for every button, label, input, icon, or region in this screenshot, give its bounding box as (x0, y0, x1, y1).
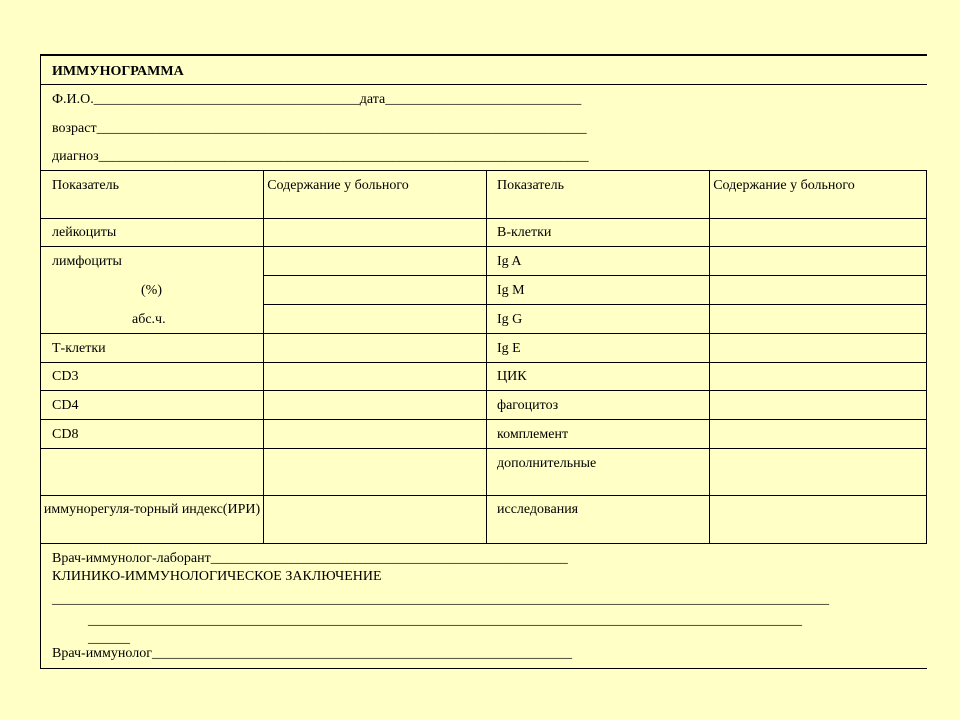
col-divider (486, 170, 487, 543)
conclusion-line[interactable]: ______ (88, 631, 130, 646)
col-header-indicator: Показатель (52, 178, 119, 193)
indicator-t-cells: Т-клетки (52, 341, 106, 356)
indicator-complement: комплемент (497, 427, 569, 442)
indicator-cic: ЦИК (497, 369, 527, 384)
indicator-iga: Ig A (497, 254, 522, 269)
indicator-iri: иммунорегуля-торный индекс(ИРИ) (43, 502, 261, 517)
col-divider (263, 170, 264, 543)
indicator-lymphocytes-percent: (%) (141, 283, 162, 298)
header-row-divider (41, 218, 927, 219)
indicator-phagocytosis: фагоцитоз (497, 398, 559, 413)
col-header-patient-value: Содержание у больного (713, 178, 855, 193)
indicator-lymphocytes-abs: абс.ч. (132, 312, 166, 327)
form-title: ИММУНОГРАММА (52, 64, 184, 79)
indicator-additional: дополнительные (497, 456, 597, 471)
immunogram-form (40, 54, 927, 669)
row-divider (41, 495, 927, 496)
indicator-cd4: CD4 (52, 398, 79, 413)
indicator-b-cells: В-клетки (497, 225, 552, 240)
age-field[interactable]: возраст______________________________________________________________________ (52, 121, 587, 136)
fio-field[interactable]: Ф.И.О.______________________________________дата____________________________ (52, 92, 582, 107)
indicator-leukocytes: лейкоциты (52, 225, 117, 240)
title-divider (41, 84, 927, 85)
row-divider (41, 246, 927, 247)
indicator-cd8: CD8 (52, 427, 79, 442)
row-divider (41, 419, 927, 420)
indicator-cd3: CD3 (52, 369, 79, 384)
row-divider (263, 275, 927, 276)
conclusion-line[interactable]: ______________________________________________________________________________________________________ (88, 613, 802, 628)
indicator-lymphocytes: лимфоциты (52, 254, 122, 269)
row-divider (41, 362, 927, 363)
row-divider (41, 333, 927, 334)
row-divider (41, 448, 927, 449)
indicator-ige: Ig E (497, 341, 521, 356)
conclusion-line[interactable]: _______________________________________________________________________________________________________________ (52, 592, 829, 607)
col-header-indicator: Показатель (497, 178, 564, 193)
table-right-border (926, 170, 927, 543)
col-divider (709, 170, 710, 543)
immunologist-field[interactable]: Врач-иммунолог____________________________________________________________ (52, 646, 572, 661)
diagnosis-field[interactable]: диагноз______________________________________________________________________ (52, 149, 589, 164)
table-bottom-border (41, 543, 927, 544)
indicator-igm: Ig M (497, 283, 525, 298)
lab-doctor-field[interactable]: Врач-иммунолог-лаборант___________________________________________________ (52, 551, 568, 566)
conclusion-heading: КЛИНИКО-ИММУНОЛОГИЧЕСКОЕ ЗАКЛЮЧЕНИЕ (52, 569, 382, 584)
indicator-igg: Ig G (497, 312, 523, 327)
indicator-studies: исследования (497, 502, 579, 517)
col-header-patient-value: Содержание у больного (267, 178, 409, 193)
table-top-border (41, 170, 927, 171)
row-divider (263, 304, 927, 305)
row-divider (41, 390, 927, 391)
